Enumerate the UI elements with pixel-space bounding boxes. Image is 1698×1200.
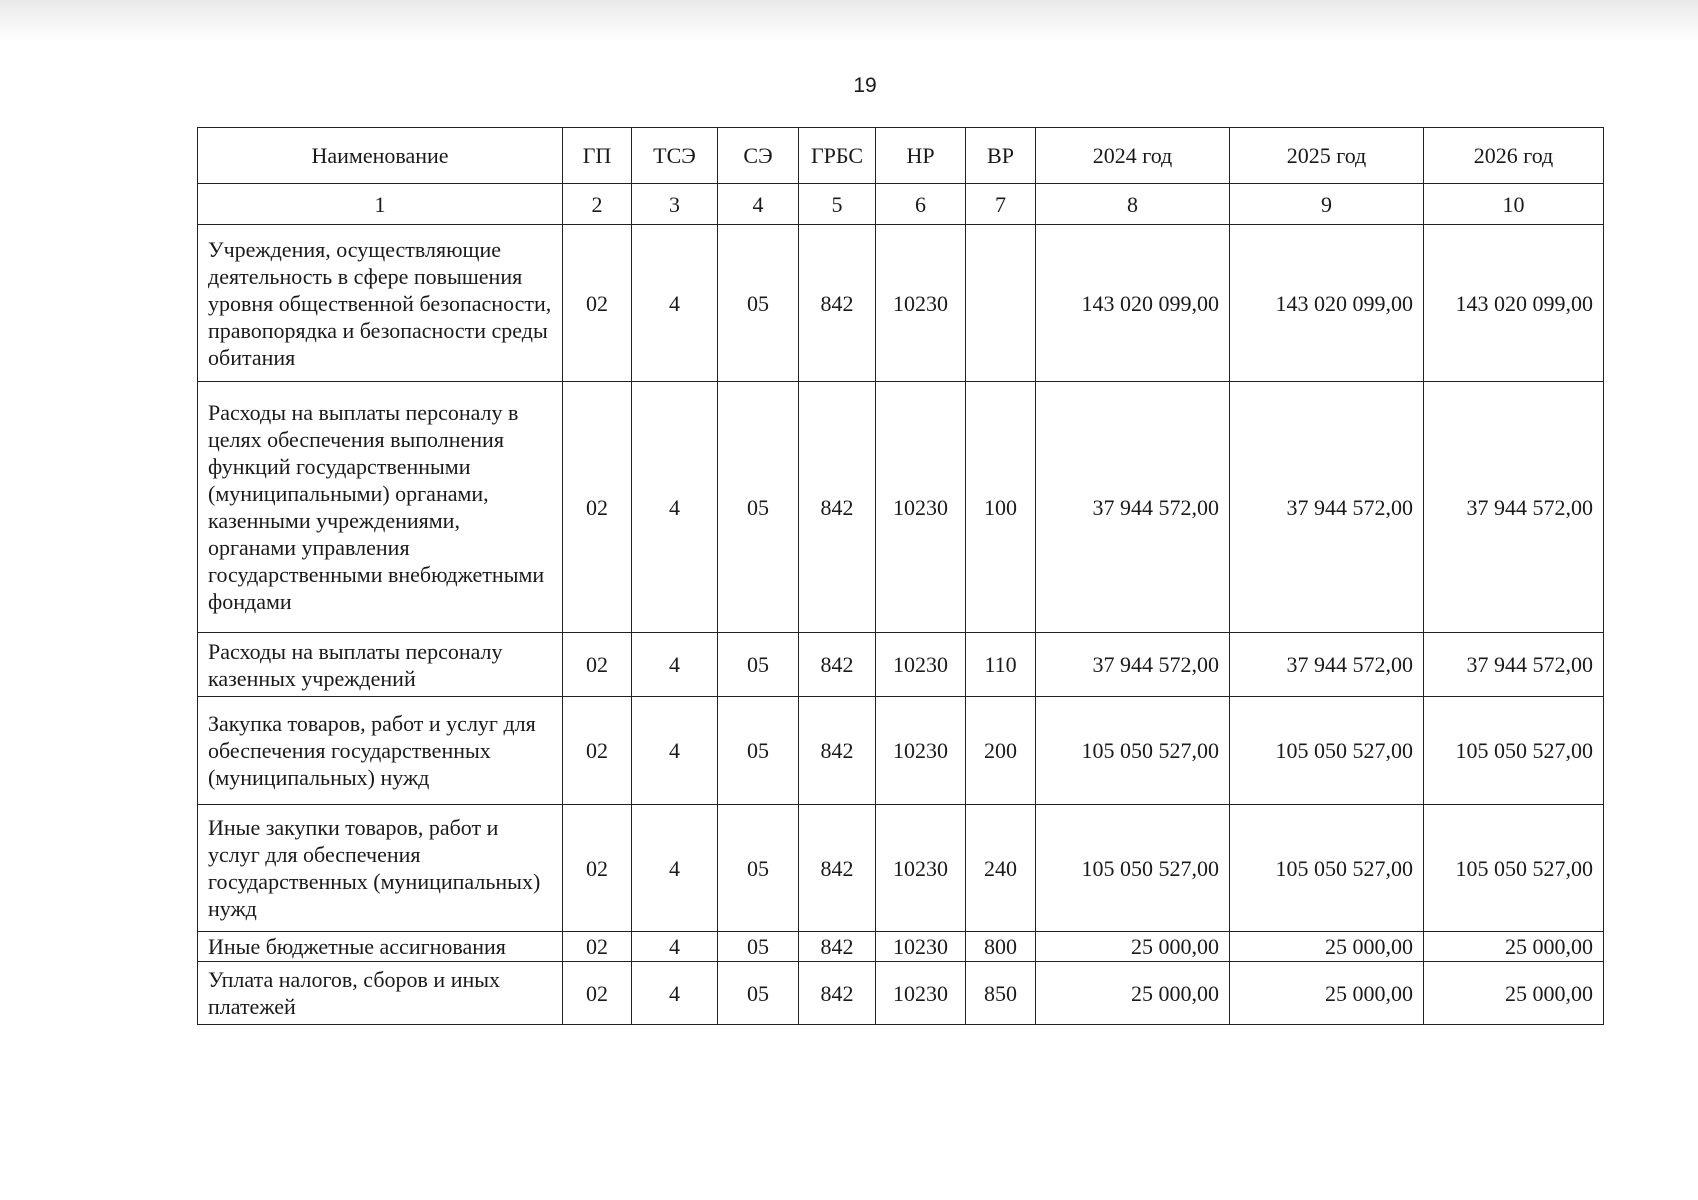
- row-amount-2024: 37 944 572,00: [1036, 633, 1230, 697]
- row-amount-2025: 37 944 572,00: [1230, 382, 1424, 633]
- page-number: 19: [853, 74, 877, 97]
- header-grbs: ГРБС: [799, 128, 876, 184]
- row-amount-2026: 143 020 099,00: [1424, 225, 1604, 382]
- scan-edge-shading: [0, 0, 1698, 42]
- column-number: 1: [198, 184, 563, 225]
- row-amount-2025: 105 050 527,00: [1230, 805, 1424, 932]
- table-row: [198, 805, 1604, 932]
- row-name: Иные закупки товаров, работ и услуг для обеспечения государственных (муниципальных) нужд: [198, 805, 563, 932]
- row-grbs: 842: [799, 932, 876, 962]
- header-2025: 2025 год: [1230, 128, 1424, 184]
- row-tse: 4: [632, 382, 718, 633]
- row-amount-2026: 25 000,00: [1424, 962, 1604, 1025]
- row-amount-2024: 105 050 527,00: [1036, 697, 1230, 805]
- header-2024: 2024 год: [1036, 128, 1230, 184]
- row-amount-2024: 143 020 099,00: [1036, 225, 1230, 382]
- row-gp: 02: [563, 633, 632, 697]
- row-tse: 4: [632, 805, 718, 932]
- row-amount-2025: 25 000,00: [1230, 962, 1424, 1025]
- row-vr: 200: [966, 697, 1036, 805]
- row-se: 05: [718, 962, 799, 1025]
- row-grbs: 842: [799, 697, 876, 805]
- row-name: Уплата налогов, сборов и иных платежей: [198, 962, 563, 1025]
- column-number: 3: [632, 184, 718, 225]
- header-gp: ГП: [563, 128, 632, 184]
- row-gp: 02: [563, 805, 632, 932]
- row-vr: [966, 225, 1036, 382]
- row-amount-2025: 25 000,00: [1230, 932, 1424, 962]
- column-number: 7: [966, 184, 1036, 225]
- row-tse: 4: [632, 697, 718, 805]
- row-amount-2025: 37 944 572,00: [1230, 633, 1424, 697]
- row-nr: 10230: [876, 962, 966, 1025]
- table-row: [198, 932, 1604, 962]
- row-name: Закупка товаров, работ и услуг для обеспечения государственных (муниципальных) нужд: [198, 697, 563, 805]
- row-nr: 10230: [876, 382, 966, 633]
- row-amount-2026: 37 944 572,00: [1424, 633, 1604, 697]
- row-gp: 02: [563, 225, 632, 382]
- row-nr: 10230: [876, 805, 966, 932]
- row-amount-2025: 105 050 527,00: [1230, 697, 1424, 805]
- header-nr: НР: [876, 128, 966, 184]
- row-amount-2026: 105 050 527,00: [1424, 697, 1604, 805]
- row-tse: 4: [632, 633, 718, 697]
- row-vr: 800: [966, 932, 1036, 962]
- column-number: 5: [799, 184, 876, 225]
- row-se: 05: [718, 633, 799, 697]
- row-vr: 110: [966, 633, 1036, 697]
- row-name: Расходы на выплаты персоналу казенных учреждений: [198, 633, 563, 697]
- table-row: [198, 225, 1604, 382]
- row-amount-2024: 37 944 572,00: [1036, 382, 1230, 633]
- row-nr: 10230: [876, 633, 966, 697]
- row-gp: 02: [563, 962, 632, 1025]
- row-grbs: 842: [799, 962, 876, 1025]
- row-se: 05: [718, 932, 799, 962]
- row-amount-2026: 105 050 527,00: [1424, 805, 1604, 932]
- header-vr: ВР: [966, 128, 1036, 184]
- column-number: 2: [563, 184, 632, 225]
- header-2026: 2026 год: [1424, 128, 1604, 184]
- row-tse: 4: [632, 225, 718, 382]
- row-tse: 4: [632, 962, 718, 1025]
- row-nr: 10230: [876, 697, 966, 805]
- table-row: [198, 633, 1604, 697]
- row-amount-2024: 25 000,00: [1036, 932, 1230, 962]
- row-se: 05: [718, 382, 799, 633]
- table-row: [198, 382, 1604, 633]
- row-amount-2025: 143 020 099,00: [1230, 225, 1424, 382]
- row-name: Расходы на выплаты персоналу в целях обеспечения выполнения функций государственными (муниципальными) органами, казенными учреждениями, органами управления государственными внебюджетными фондами: [198, 382, 563, 633]
- column-number: 8: [1036, 184, 1230, 225]
- row-grbs: 842: [799, 225, 876, 382]
- column-number: 10: [1424, 184, 1604, 225]
- row-vr: 240: [966, 805, 1036, 932]
- row-vr: 100: [966, 382, 1036, 633]
- row-se: 05: [718, 225, 799, 382]
- row-nr: 10230: [876, 225, 966, 382]
- header-row: [198, 128, 1604, 184]
- column-number: 9: [1230, 184, 1424, 225]
- header-name: Наименование: [198, 128, 563, 184]
- row-grbs: 842: [799, 382, 876, 633]
- row-gp: 02: [563, 697, 632, 805]
- row-amount-2026: 25 000,00: [1424, 932, 1604, 962]
- table-row: [198, 697, 1604, 805]
- table-row: [198, 962, 1604, 1025]
- column-number-row: [198, 184, 1604, 225]
- header-tse: ТСЭ: [632, 128, 718, 184]
- row-amount-2024: 105 050 527,00: [1036, 805, 1230, 932]
- row-se: 05: [718, 805, 799, 932]
- column-number: 4: [718, 184, 799, 225]
- row-name: Иные бюджетные ассигнования: [198, 932, 563, 962]
- row-grbs: 842: [799, 633, 876, 697]
- row-vr: 850: [966, 962, 1036, 1025]
- row-gp: 02: [563, 932, 632, 962]
- budget-table: [197, 127, 1604, 1025]
- row-grbs: 842: [799, 805, 876, 932]
- row-name: Учреждения, осуществляющие деятельность в сфере повышения уровня общественной безопасности, правопорядка и безопасности среды обитания: [198, 225, 563, 382]
- row-gp: 02: [563, 382, 632, 633]
- row-amount-2024: 25 000,00: [1036, 962, 1230, 1025]
- column-number: 6: [876, 184, 966, 225]
- row-amount-2026: 37 944 572,00: [1424, 382, 1604, 633]
- header-se: СЭ: [718, 128, 799, 184]
- row-tse: 4: [632, 932, 718, 962]
- row-nr: 10230: [876, 932, 966, 962]
- row-se: 05: [718, 697, 799, 805]
